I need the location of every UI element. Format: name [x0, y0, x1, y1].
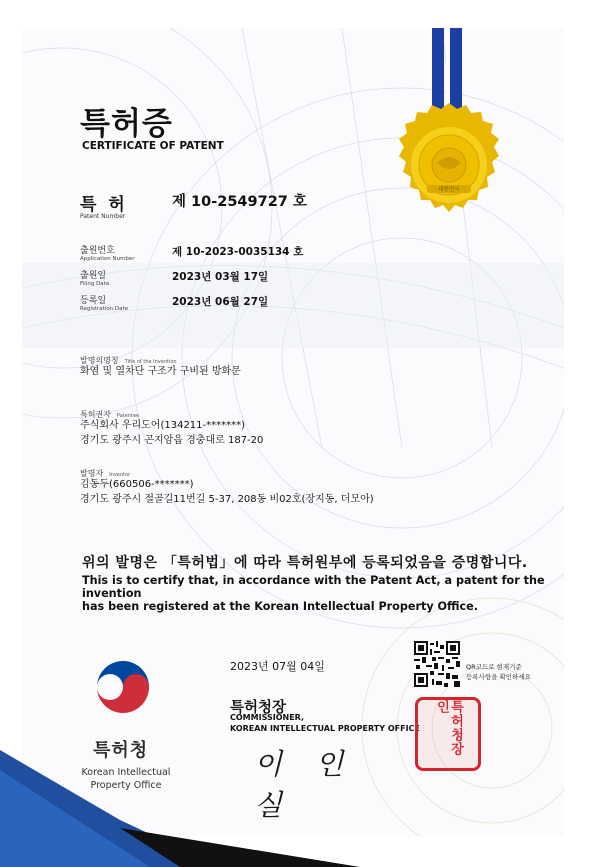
- qr-note: [466, 662, 531, 682]
- commissioner-title-kr: 특허청장: [230, 700, 287, 716]
- issue-date: 2023년 07월 04일: [230, 660, 325, 673]
- commissioner-signature: 이 인 실: [254, 747, 356, 822]
- official-red-seal: [415, 697, 481, 771]
- office-name-en-line1: Korean Intellectual: [81, 767, 171, 778]
- application-number-label: 출원번호: [80, 246, 115, 256]
- kipo-taegeuk-logo-icon: [92, 656, 154, 718]
- patentee-address: 경기도 광주시 곤지암읍 경충대로 187-20: [80, 435, 264, 446]
- certify-statement-en-line1: This is to certify that, in accordance with the Patent Act, a patent for the invention: [82, 574, 545, 600]
- patentee-label-en: Patentee: [116, 413, 140, 419]
- registration-date-label: 등록일: [80, 296, 107, 306]
- certificate-subtitle: CERTIFICATE OF PATENT: [82, 140, 224, 152]
- patentee-label: 특허권자: [80, 410, 111, 419]
- patent-number-label: 특 허: [80, 195, 128, 215]
- invention-title-value: 화염 및 열차단 구조가 구비된 방화문: [80, 366, 241, 377]
- filing-date-value: 2023년 03월 17일: [172, 271, 269, 283]
- gold-medal-seal: [385, 85, 513, 235]
- office-name-kr: 특허청: [93, 740, 149, 761]
- patent-number-value: 제 10-2549727 호: [172, 194, 307, 210]
- office-name-en-line2: Property Office: [90, 780, 162, 791]
- patent-number-label-en: Patent Number: [80, 213, 126, 220]
- filing-date-label: 출원일: [80, 271, 107, 281]
- medal-text: 대한민국: [438, 187, 460, 193]
- corner-decoration-dark: [120, 828, 360, 867]
- qr-code: [414, 641, 460, 687]
- seal-text: 특허청장인: [434, 700, 463, 756]
- certify-statement-en: [82, 574, 600, 613]
- registration-date-label-en: Registration Date: [80, 306, 129, 312]
- filing-date-label-en: Filing Date: [80, 281, 110, 287]
- registration-date-value: 2023년 06월 27일: [172, 296, 269, 308]
- inventor-name: 김동두(660506-*******): [80, 479, 194, 490]
- inventor-label-en: Inventor: [109, 472, 131, 478]
- certificate-title: 특허증: [80, 106, 173, 142]
- qr-note-line1: QR코드로 현재기준: [466, 663, 522, 671]
- application-number-value: 제 10-2023-0035134 호: [172, 246, 304, 258]
- certify-statement-en-line2: has been registered at the Korean Intellectual Property Office.: [82, 600, 478, 613]
- inventor-address: 경기도 광주시 절골길11번길 5-37, 208동 비02호(장지동, 더모아): [80, 494, 374, 505]
- invention-title-label-en: Title of the Invention: [124, 359, 177, 365]
- patentee-name: 주식회사 우리도어(134211-*******): [80, 420, 246, 431]
- inventor-label: 발명자: [80, 469, 104, 478]
- certify-statement-kr: 위의 발명은 「특허법」에 따라 특허원부에 등록되었음을 증명합니다.: [82, 555, 528, 571]
- invention-title-label: 발명의명칭: [80, 356, 119, 365]
- commissioner-title-en2: KOREAN INTELLECTUAL PROPERTY OFFICE: [230, 724, 420, 733]
- qr-note-line2: 등록사항을 확인하세요: [466, 673, 531, 681]
- application-number-label-en: Application Number: [80, 256, 135, 262]
- commissioner-title-en1: COMMISSIONER,: [230, 713, 305, 722]
